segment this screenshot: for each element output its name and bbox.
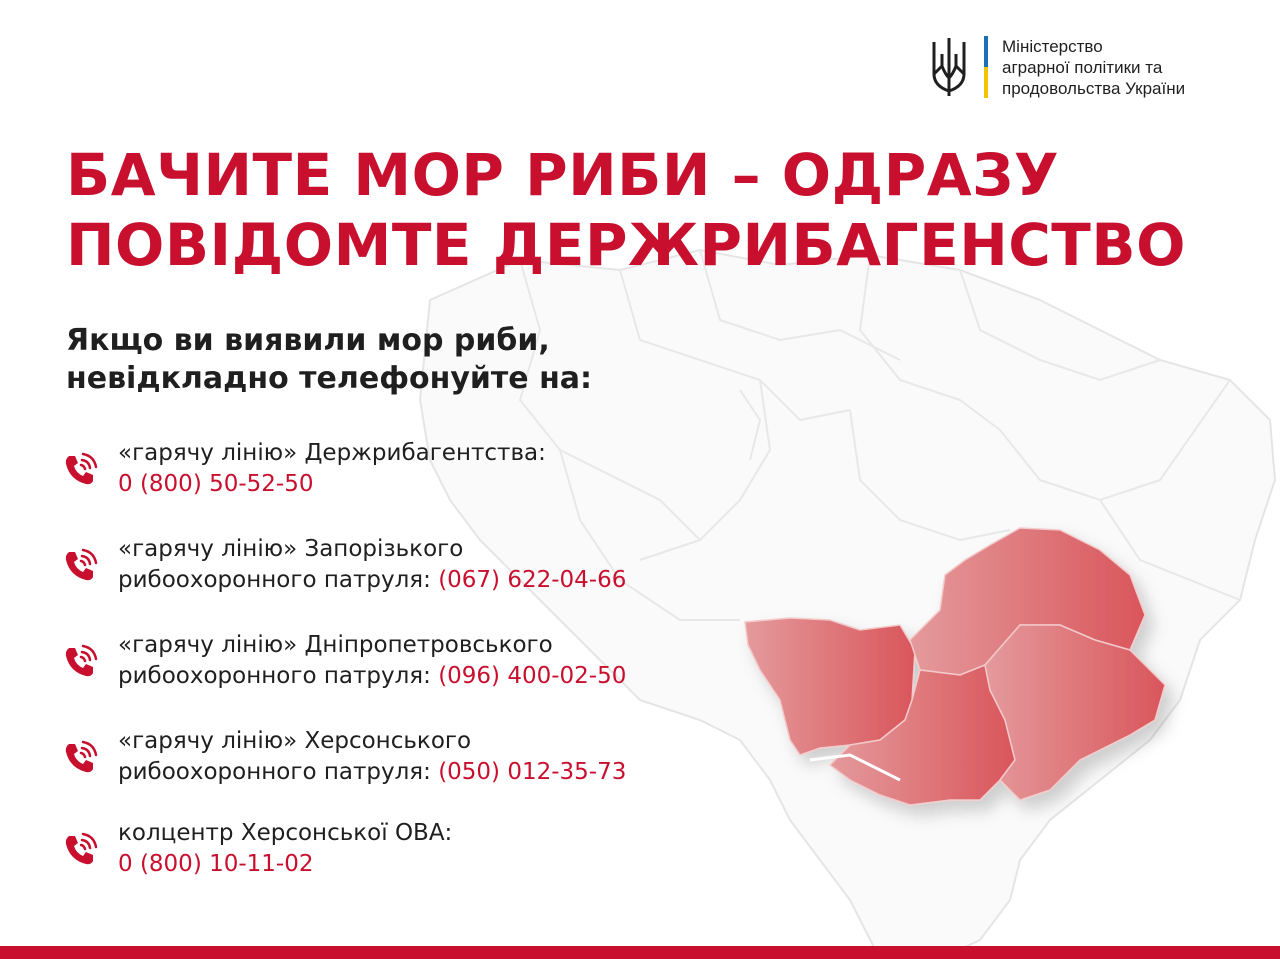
trident-icon	[930, 36, 968, 98]
contact-label-cont: рибоохоронного патруля:	[118, 567, 439, 593]
contact-item	[58, 438, 738, 534]
bottom-accent-bar	[0, 946, 1280, 959]
contact-label: колцентр Херсонської ОВА:	[118, 820, 453, 846]
contact-item	[58, 726, 738, 818]
contact-line2	[118, 757, 738, 788]
phone-number[interactable]: 0 (800) 50-52-50	[118, 471, 314, 497]
contact-line2	[118, 565, 738, 596]
subtitle-line2: невідкладно телефонуйте на:	[66, 361, 593, 396]
headline	[66, 140, 1186, 280]
headline-line1: БАЧИТЕ МОР РИБИ – ОДРАЗУ	[66, 141, 1060, 209]
phone-number[interactable]: 0 (800) 10-11-02	[118, 851, 314, 877]
contacts-list	[58, 438, 738, 898]
ministry-name-line1: Міністерство	[1002, 37, 1103, 56]
contact-item	[58, 818, 738, 898]
phone-number[interactable]: (050) 012-35-73	[438, 759, 627, 785]
ministry-name-line2: аграрної політики та	[1002, 58, 1163, 77]
flag-bar	[984, 36, 988, 98]
contact-label-cont: рибоохоронного патруля:	[118, 663, 439, 689]
phone-call-icon	[60, 450, 100, 490]
phone-number[interactable]: (067) 622-04-66	[438, 567, 627, 593]
ministry-logo	[930, 36, 1185, 99]
phone-call-icon	[60, 738, 100, 778]
phone-call-icon	[60, 546, 100, 586]
contact-line2	[118, 849, 738, 880]
contact-label: «гарячу лінію» Запорізького	[118, 536, 464, 562]
contact-label: «гарячу лінію» Херсонського	[118, 728, 472, 754]
contact-line2	[118, 469, 738, 500]
contact-label-cont: рибоохоронного патруля:	[118, 759, 439, 785]
phone-call-icon	[60, 642, 100, 682]
ministry-name-line3: продовольства України	[1002, 79, 1186, 98]
contact-item	[58, 630, 738, 726]
contact-label: «гарячу лінію» Держрибагентства:	[118, 440, 546, 466]
contact-line2	[118, 661, 738, 692]
phone-number[interactable]: (096) 400-02-50	[438, 663, 627, 689]
headline-line2: ПОВІДОМТЕ ДЕРЖРИБАГЕНСТВО	[66, 211, 1186, 279]
subtitle-line1: Якщо ви виявили мор риби,	[66, 323, 550, 358]
ministry-name	[1002, 36, 1185, 99]
phone-call-icon	[60, 830, 100, 870]
contact-label: «гарячу лінію» Дніпропетровського	[118, 632, 553, 658]
subtitle	[66, 322, 592, 398]
contact-item	[58, 534, 738, 630]
